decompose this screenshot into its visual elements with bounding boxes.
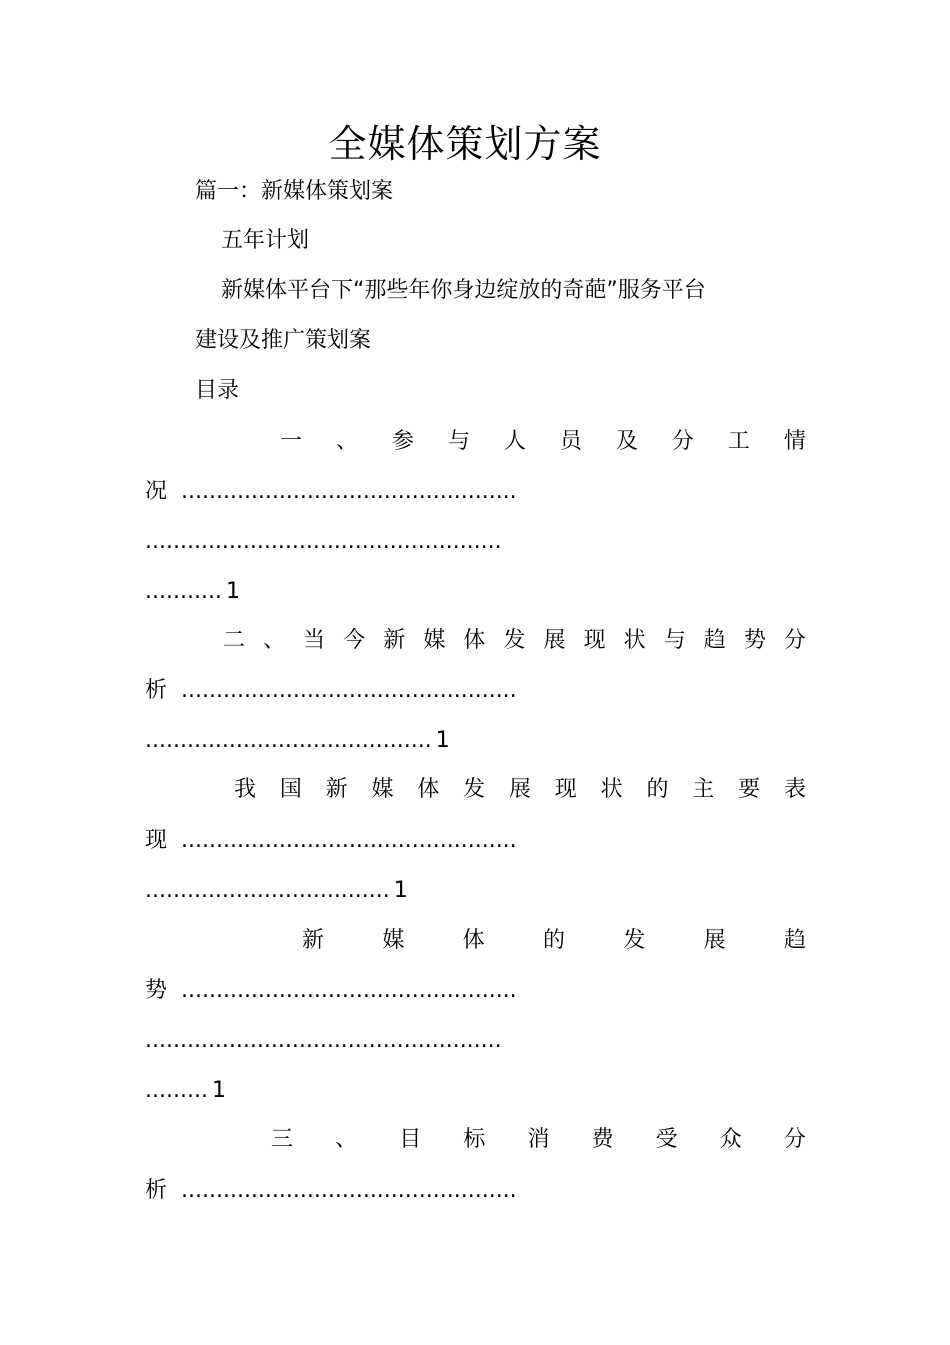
toc-char: 新 bbox=[302, 928, 325, 953]
subtitle: 篇一：新媒体策划案 bbox=[195, 179, 394, 204]
toc-char: 、 bbox=[335, 1127, 358, 1152]
toc-leader-dots: ................................... bbox=[145, 878, 390, 903]
toc-char: 人 bbox=[503, 429, 526, 454]
toc-leader-dots: ................................................... bbox=[145, 1028, 502, 1053]
toc-entry-2-heading bbox=[223, 626, 806, 656]
toc-char: 展 bbox=[508, 777, 531, 802]
toc-char: 状 bbox=[600, 777, 623, 802]
toc-entry-2-line3 bbox=[145, 726, 450, 756]
toc-entry-4-line2 bbox=[145, 976, 517, 1006]
toc-char: 消 bbox=[527, 1127, 550, 1152]
toc-char: 媒 bbox=[371, 777, 394, 802]
toc-char: 的 bbox=[646, 777, 669, 802]
toc-char: 发 bbox=[503, 628, 526, 653]
toc-char: 表 bbox=[783, 777, 806, 802]
toc-char: 我 bbox=[234, 777, 257, 802]
toc-tail-char: 势 bbox=[145, 978, 168, 1003]
plan-label: 五年计划 bbox=[221, 228, 310, 253]
toc-char: 要 bbox=[738, 777, 761, 802]
toc-char: 展 bbox=[543, 628, 566, 653]
toc-entry-4-line3 bbox=[145, 1026, 502, 1056]
toc-tail-char: 析 bbox=[145, 678, 168, 703]
toc-leader-dots: ......... bbox=[145, 1078, 208, 1103]
toc-entry-5-line2 bbox=[145, 1176, 517, 1206]
toc-char: 体 bbox=[417, 777, 440, 802]
toc-page-number: 1 bbox=[435, 728, 450, 753]
toc-char: 媒 bbox=[382, 928, 405, 953]
toc-entry-1-line2 bbox=[145, 477, 517, 507]
toc-char: 趋 bbox=[783, 928, 806, 953]
toc-page-number: 1 bbox=[393, 878, 408, 903]
toc-char: 今 bbox=[343, 628, 366, 653]
toc-entry-3-line2 bbox=[145, 826, 517, 856]
toc-char: 主 bbox=[692, 777, 715, 802]
toc-entry-3-line3 bbox=[145, 876, 408, 906]
toc-tail-char: 析 bbox=[145, 1178, 168, 1203]
document-title: 全媒体策划方案 bbox=[328, 122, 602, 166]
toc-tail-char: 现 bbox=[145, 828, 168, 853]
toc-char: 情 bbox=[783, 429, 806, 454]
toc-leader-dots: ................................................ bbox=[181, 678, 517, 703]
toc-char: 费 bbox=[591, 1127, 614, 1152]
toc-char: 媒 bbox=[423, 628, 446, 653]
toc-leader-dots: ........... bbox=[145, 579, 222, 604]
platform-title-line1: 新媒体平台下“那些年你身边绽放的奇葩”服务平台 bbox=[221, 278, 706, 303]
toc-char: 一 bbox=[280, 429, 303, 454]
toc-char: 现 bbox=[583, 628, 606, 653]
toc-entry-2-line2 bbox=[145, 676, 517, 706]
toc-char: 及 bbox=[615, 429, 638, 454]
toc-entry-4-line4 bbox=[145, 1076, 226, 1106]
toc-char: 分 bbox=[783, 628, 806, 653]
toc-char: 发 bbox=[623, 928, 646, 953]
toc-char: 众 bbox=[719, 1127, 742, 1152]
toc-char: 员 bbox=[559, 429, 582, 454]
toc-page-number: 1 bbox=[211, 1078, 226, 1103]
toc-char: 展 bbox=[703, 928, 726, 953]
toc-char: 分 bbox=[783, 1127, 806, 1152]
toc-char: 现 bbox=[554, 777, 577, 802]
toc-char: 体 bbox=[463, 628, 486, 653]
toc-leader-dots: ................................................ bbox=[181, 479, 517, 504]
toc-label: 目录 bbox=[195, 378, 240, 403]
toc-entry-1-heading bbox=[280, 427, 806, 457]
platform-title-line2: 建设及推广策划案 bbox=[195, 328, 372, 353]
toc-char: 体 bbox=[462, 928, 485, 953]
toc-char: 标 bbox=[463, 1127, 486, 1152]
toc-char: 新 bbox=[325, 777, 348, 802]
toc-char: 与 bbox=[663, 628, 686, 653]
toc-char: 趋 bbox=[703, 628, 726, 653]
toc-entry-1-line4 bbox=[145, 577, 240, 607]
toc-char: 发 bbox=[463, 777, 486, 802]
toc-char: 参 bbox=[391, 429, 414, 454]
toc-page-number: 1 bbox=[225, 579, 240, 604]
toc-char: 、 bbox=[335, 429, 358, 454]
toc-entry-4-heading bbox=[302, 926, 806, 956]
toc-char: 势 bbox=[743, 628, 766, 653]
toc-char: 国 bbox=[279, 777, 302, 802]
toc-char: 状 bbox=[623, 628, 646, 653]
toc-char: 的 bbox=[542, 928, 565, 953]
toc-char: 二 bbox=[223, 628, 246, 653]
toc-entry-1-line3 bbox=[145, 527, 502, 557]
toc-leader-dots: ................................................ bbox=[181, 828, 517, 853]
toc-char: 与 bbox=[447, 429, 470, 454]
toc-tail-char: 况 bbox=[145, 479, 168, 504]
toc-entry-3-heading bbox=[234, 775, 806, 805]
toc-char: 新 bbox=[383, 628, 406, 653]
toc-leader-dots: ................................................ bbox=[181, 1178, 517, 1203]
toc-entry-5-heading bbox=[271, 1125, 806, 1155]
toc-leader-dots: ................................................... bbox=[145, 529, 502, 554]
toc-char: 三 bbox=[271, 1127, 294, 1152]
toc-char: 、 bbox=[263, 628, 286, 653]
toc-leader-dots: ......................................... bbox=[145, 728, 432, 753]
toc-char: 目 bbox=[399, 1127, 422, 1152]
toc-leader-dots: ................................................ bbox=[181, 978, 517, 1003]
toc-char: 受 bbox=[655, 1127, 678, 1152]
toc-char: 当 bbox=[303, 628, 326, 653]
toc-char: 工 bbox=[727, 429, 750, 454]
toc-char: 分 bbox=[671, 429, 694, 454]
